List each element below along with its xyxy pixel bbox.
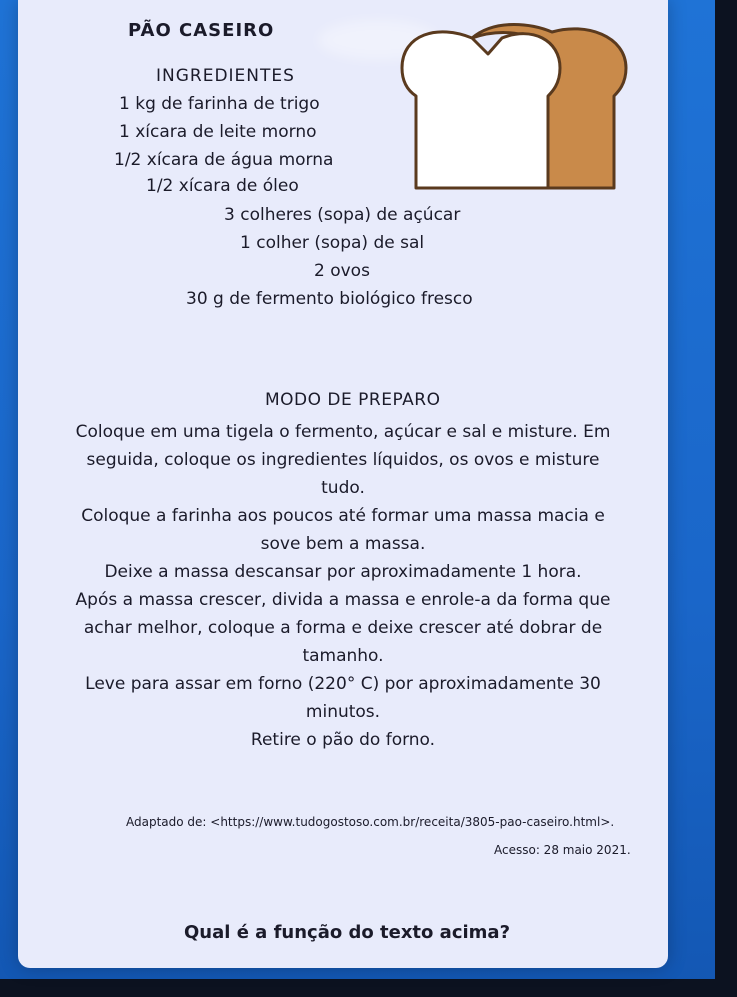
method-line: Após a massa crescer, divida a massa e enrole-a da forma que — [75, 590, 611, 610]
ingredient-item: 1 kg de farinha de trigo — [119, 94, 320, 114]
method-line: seguida, coloque os ingredientes líquidos, os ovos e misture — [86, 450, 600, 470]
question-text: Qual é a função do texto acima? — [184, 922, 511, 943]
source-credit: Adaptado de: <https://www.tudogostoso.com.br/receita/3805-pao-caseiro.html>. — [126, 815, 615, 829]
method-line: sove bem a massa. — [260, 534, 426, 554]
ingredient-item: 30 g de fermento biológico fresco — [186, 289, 473, 309]
method-line: Leve para assar em forno (220° C) por aproximadamente 30 — [85, 674, 601, 694]
method-line: Retire o pão do forno. — [250, 730, 436, 750]
method-line: minutos. — [305, 702, 381, 722]
ingredient-item: 1/2 xícara de água morna — [114, 150, 334, 170]
method-line: tamanho. — [302, 646, 384, 666]
method-line: tudo. — [321, 478, 365, 498]
ingredient-item: 1/2 xícara de óleo — [146, 176, 299, 196]
method-line: Coloque em uma tigela o fermento, açúcar e sal e misture. Em — [75, 422, 611, 442]
recipe-title: PÃO CASEIRO — [128, 20, 275, 41]
ingredient-item: 1 colher (sopa) de sal — [240, 233, 425, 253]
method-line: Coloque a farinha aos poucos até formar uma massa macia e — [81, 506, 605, 526]
method-line: Deixe a massa descansar por aproximadamente 1 hora. — [104, 562, 582, 582]
dark-edge — [715, 0, 737, 997]
bottom-edge — [0, 979, 737, 997]
method-heading: MODO DE PREPARO — [265, 390, 441, 410]
ingredients-heading: INGREDIENTES — [156, 66, 295, 86]
bread-slice-icon — [398, 16, 630, 194]
ingredient-item: 2 ovos — [314, 261, 370, 281]
ingredient-item: 1 xícara de leite morno — [119, 122, 317, 142]
recipe-card — [18, 0, 668, 968]
bread-slice — [402, 32, 560, 188]
method-steps — [18, 418, 668, 754]
method-line: achar melhor, coloque a forma e deixe crescer até dobrar de — [83, 618, 603, 638]
ingredient-item: 3 colheres (sopa) de açúcar — [224, 205, 461, 225]
access-date: Acesso: 28 maio 2021. — [494, 843, 631, 857]
